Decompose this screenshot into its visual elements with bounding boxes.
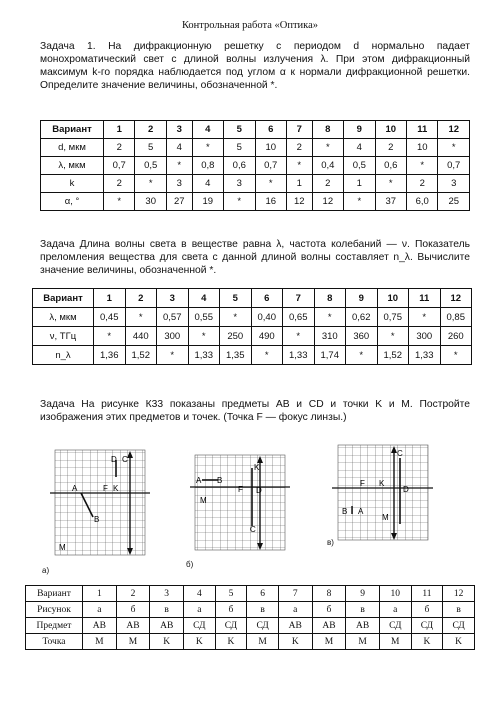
table-cell: 3	[438, 175, 470, 193]
header-cell: 3	[166, 121, 192, 139]
svg-text:M: M	[200, 496, 207, 505]
table-cell: M	[247, 634, 279, 650]
header-cell: 12	[443, 586, 475, 602]
table-cell: *	[409, 308, 441, 327]
table-cell: 25	[438, 193, 470, 211]
table-cell: *	[94, 327, 126, 346]
table-cell: 0,4	[312, 157, 343, 175]
table-cell: *	[224, 193, 255, 211]
table-cell: 2	[104, 175, 135, 193]
svg-text:B: B	[342, 507, 348, 516]
table-row	[26, 634, 475, 650]
table-cell: 1,33	[283, 346, 315, 365]
table-row	[41, 157, 470, 175]
table-header-row	[41, 121, 470, 139]
table-row	[41, 193, 470, 211]
table-cell: *	[286, 157, 312, 175]
table-cell: 300	[157, 327, 189, 346]
header-cell: 6	[255, 121, 286, 139]
table-cell: AB	[83, 618, 117, 634]
table-row	[41, 139, 470, 157]
header-cell: 4	[192, 121, 223, 139]
table-row	[41, 175, 470, 193]
table-cell: *	[104, 193, 135, 211]
header-cell: 10	[379, 586, 411, 602]
table-cell: 1,52	[377, 346, 409, 365]
svg-text:A: A	[72, 484, 78, 493]
svg-text:F: F	[103, 484, 108, 493]
table-cell: а	[278, 602, 312, 618]
table-cell: 6,0	[407, 193, 438, 211]
svg-text:B: B	[94, 515, 100, 524]
table-cell: K	[411, 634, 443, 650]
table-cell: 1,36	[94, 346, 126, 365]
svg-text:D: D	[111, 455, 117, 464]
header-cell: 10	[377, 289, 409, 308]
header-cell: 10	[375, 121, 406, 139]
table-cell: 1,35	[220, 346, 252, 365]
table-cell: б	[312, 602, 346, 618]
figure-b-label: б)	[186, 560, 194, 569]
table-cell: 2	[286, 139, 312, 157]
svg-text:M: M	[382, 513, 389, 522]
table-cell: 0,7	[104, 157, 135, 175]
table-cell: 0,5	[344, 157, 375, 175]
table-cell: 12	[286, 193, 312, 211]
header-cell: 4	[184, 586, 216, 602]
table-cell: СД	[215, 618, 247, 634]
row-label: α, °	[41, 193, 104, 211]
table-cell: AB	[312, 618, 346, 634]
row-label: k	[41, 175, 104, 193]
svg-text:K: K	[113, 484, 119, 493]
svg-text:K: K	[254, 463, 260, 472]
svg-text:B: B	[217, 476, 223, 485]
header-cell: Вариант	[41, 121, 104, 139]
table-cell: AB	[150, 618, 184, 634]
table-cell: 0,5	[135, 157, 166, 175]
table-cell: 5	[135, 139, 166, 157]
table-cell: K	[184, 634, 216, 650]
table-cell: а	[379, 602, 411, 618]
table-cell: 490	[251, 327, 283, 346]
table-row	[33, 346, 472, 365]
figure-a-drawing	[45, 445, 155, 565]
table-cell: 260	[440, 327, 472, 346]
svg-text:C: C	[250, 525, 256, 534]
table-cell: 10	[407, 139, 438, 157]
figure-b-drawing	[190, 450, 295, 560]
table-cell: 1,33	[188, 346, 220, 365]
table-cell: AB	[346, 618, 380, 634]
table-cell: M	[379, 634, 411, 650]
figure-c-label: в)	[327, 538, 334, 547]
row-label: Предмет	[26, 618, 83, 634]
table-cell: *	[125, 308, 157, 327]
table-cell: 310	[314, 327, 346, 346]
table-cell: 19	[192, 193, 223, 211]
row-label: Точка	[26, 634, 83, 650]
table-cell: 3	[224, 175, 255, 193]
table-cell: б	[411, 602, 443, 618]
table-cell: 0,45	[94, 308, 126, 327]
header-cell: 5	[220, 289, 252, 308]
table-row	[33, 308, 472, 327]
table-cell: 2	[407, 175, 438, 193]
table-cell: СД	[411, 618, 443, 634]
header-cell: 8	[314, 289, 346, 308]
svg-text:D: D	[256, 486, 262, 495]
table-cell: СД	[443, 618, 475, 634]
table-cell: 0,7	[438, 157, 470, 175]
table-cell: а	[83, 602, 117, 618]
table-row	[26, 618, 475, 634]
table-cell: 12	[312, 193, 343, 211]
table-cell: 4	[166, 139, 192, 157]
svg-text:A: A	[358, 507, 364, 516]
header-cell: 4	[188, 289, 220, 308]
table-cell: M	[83, 634, 117, 650]
svg-text:F: F	[238, 485, 243, 494]
svg-text:C: C	[397, 449, 403, 458]
table-cell: *	[251, 346, 283, 365]
table-cell: 30	[135, 193, 166, 211]
table-cell: 0,6	[375, 157, 406, 175]
table-cell: б	[116, 602, 150, 618]
row-label: ν, ТГц	[33, 327, 94, 346]
table-cell: 4	[344, 139, 375, 157]
table-row	[33, 327, 472, 346]
table-cell: 0,6	[224, 157, 255, 175]
figure-c-drawing	[330, 440, 435, 545]
table-cell: 1,74	[314, 346, 346, 365]
table-cell: 4	[192, 175, 223, 193]
table-cell: 27	[166, 193, 192, 211]
header-cell: 7	[278, 586, 312, 602]
table-cell: 0,75	[377, 308, 409, 327]
table-cell: M	[346, 634, 380, 650]
table-cell: *	[220, 308, 252, 327]
header-cell: 12	[438, 121, 470, 139]
header-cell: 3	[150, 586, 184, 602]
header-cell: 2	[125, 289, 157, 308]
table-cell: *	[314, 308, 346, 327]
table-cell: *	[438, 139, 470, 157]
table-cell: *	[346, 346, 378, 365]
table-cell: 0,8	[192, 157, 223, 175]
table-cell: 1	[344, 175, 375, 193]
header-cell: 8	[312, 586, 346, 602]
table-cell: 2	[375, 139, 406, 157]
task3-text: Задача На рисунке К33 показаны предметы AB и CD и точки K и M. Постройте изображения этих предметов и точек. (Точка F — фокус линзы.)	[40, 399, 470, 423]
table-cell: б	[215, 602, 247, 618]
svg-text:F: F	[360, 479, 365, 488]
table-cell: 16	[255, 193, 286, 211]
table-cell: СД	[379, 618, 411, 634]
header-cell: 5	[215, 586, 247, 602]
table-cell: *	[312, 139, 343, 157]
svg-text:K: K	[379, 479, 385, 488]
header-cell: Вариант	[33, 289, 94, 308]
table-cell: СД	[184, 618, 216, 634]
table-cell: *	[377, 327, 409, 346]
table-cell: *	[166, 157, 192, 175]
task1-table	[40, 120, 470, 211]
table-cell: а	[184, 602, 216, 618]
table-cell: K	[278, 634, 312, 650]
table-cell: *	[440, 346, 472, 365]
table-cell: K	[215, 634, 247, 650]
header-cell: 1	[104, 121, 135, 139]
table-cell: 1	[286, 175, 312, 193]
figure-a	[45, 445, 155, 565]
table-cell: K	[443, 634, 475, 650]
task2-text: Задача Длина волны света в веществе равна λ, частота колебаний — ν. Показатель преломления вещества для света с данной длиной волны составляет n_λ. Вычислите значение величины, обозначенной *.	[40, 239, 470, 276]
table-cell: 0,85	[440, 308, 472, 327]
page-title: Контрольная работа «Оптика»	[181, 20, 319, 31]
svg-text:A: A	[196, 476, 202, 485]
table-header-row	[26, 586, 475, 602]
header-cell: Вариант	[26, 586, 83, 602]
table-cell: *	[283, 327, 315, 346]
row-label: λ, мкм	[41, 157, 104, 175]
table-cell: 2	[104, 139, 135, 157]
table-cell: *	[344, 193, 375, 211]
table-cell: 37	[375, 193, 406, 211]
table-cell: в	[346, 602, 380, 618]
svg-text:D: D	[403, 485, 409, 494]
table-cell: 0,40	[251, 308, 283, 327]
table-cell: 0,55	[188, 308, 220, 327]
header-cell: 11	[411, 586, 443, 602]
table-cell: в	[150, 602, 184, 618]
table-cell: *	[135, 175, 166, 193]
table-cell: 0,62	[346, 308, 378, 327]
table-cell: 300	[409, 327, 441, 346]
figure-c	[330, 440, 435, 545]
header-cell: 6	[247, 586, 279, 602]
row-label: Рисунок	[26, 602, 83, 618]
table-cell: *	[192, 139, 223, 157]
table-cell: K	[150, 634, 184, 650]
table-header-row	[33, 289, 472, 308]
header-cell: 9	[346, 586, 380, 602]
svg-text:M: M	[59, 543, 66, 552]
table-cell: AB	[278, 618, 312, 634]
table-cell: *	[157, 346, 189, 365]
svg-text:C: C	[122, 455, 128, 464]
task3-table	[25, 585, 475, 650]
task2-table	[32, 288, 472, 365]
table-cell: в	[443, 602, 475, 618]
table-cell: 10	[255, 139, 286, 157]
row-label: λ, мкм	[33, 308, 94, 327]
table-cell: 250	[220, 327, 252, 346]
header-cell: 1	[94, 289, 126, 308]
table-cell: 5	[224, 139, 255, 157]
table-cell: *	[375, 175, 406, 193]
header-cell: 8	[312, 121, 343, 139]
header-cell: 5	[224, 121, 255, 139]
table-cell: 440	[125, 327, 157, 346]
header-cell: 3	[157, 289, 189, 308]
table-cell: в	[247, 602, 279, 618]
row-label: d, мкм	[41, 139, 104, 157]
table-cell: M	[312, 634, 346, 650]
header-cell: 7	[286, 121, 312, 139]
table-row	[26, 602, 475, 618]
header-cell: 11	[407, 121, 438, 139]
figure-b	[190, 450, 295, 560]
header-cell: 7	[283, 289, 315, 308]
table-cell: *	[255, 175, 286, 193]
table-cell: 1,33	[409, 346, 441, 365]
table-cell: 1,52	[125, 346, 157, 365]
table-cell: 0,57	[157, 308, 189, 327]
header-cell: 11	[409, 289, 441, 308]
header-cell: 2	[135, 121, 166, 139]
table-cell: 0,65	[283, 308, 315, 327]
header-cell: 2	[116, 586, 150, 602]
header-cell: 9	[344, 121, 375, 139]
table-cell: 3	[166, 175, 192, 193]
row-label: n_λ	[33, 346, 94, 365]
figure-a-label: а)	[42, 566, 50, 575]
table-cell: M	[116, 634, 150, 650]
table-cell: СД	[247, 618, 279, 634]
table-cell: AB	[116, 618, 150, 634]
table-cell: *	[188, 327, 220, 346]
table-cell: 0,7	[255, 157, 286, 175]
task1-text: Задача 1. На дифракционную решетку с периодом d нормально падает монохроматический свет с длиной волны излучения λ. При этом дифракционный максимум k-го порядка наблюдается под углом α к нормали дифракционной решетки. Определите значение величины, обозначенной *.	[40, 41, 470, 91]
header-cell: 1	[83, 586, 117, 602]
header-cell: 6	[251, 289, 283, 308]
header-cell: 12	[440, 289, 472, 308]
table-cell: 360	[346, 327, 378, 346]
table-cell: *	[407, 157, 438, 175]
header-cell: 9	[346, 289, 378, 308]
table-cell: 2	[312, 175, 343, 193]
